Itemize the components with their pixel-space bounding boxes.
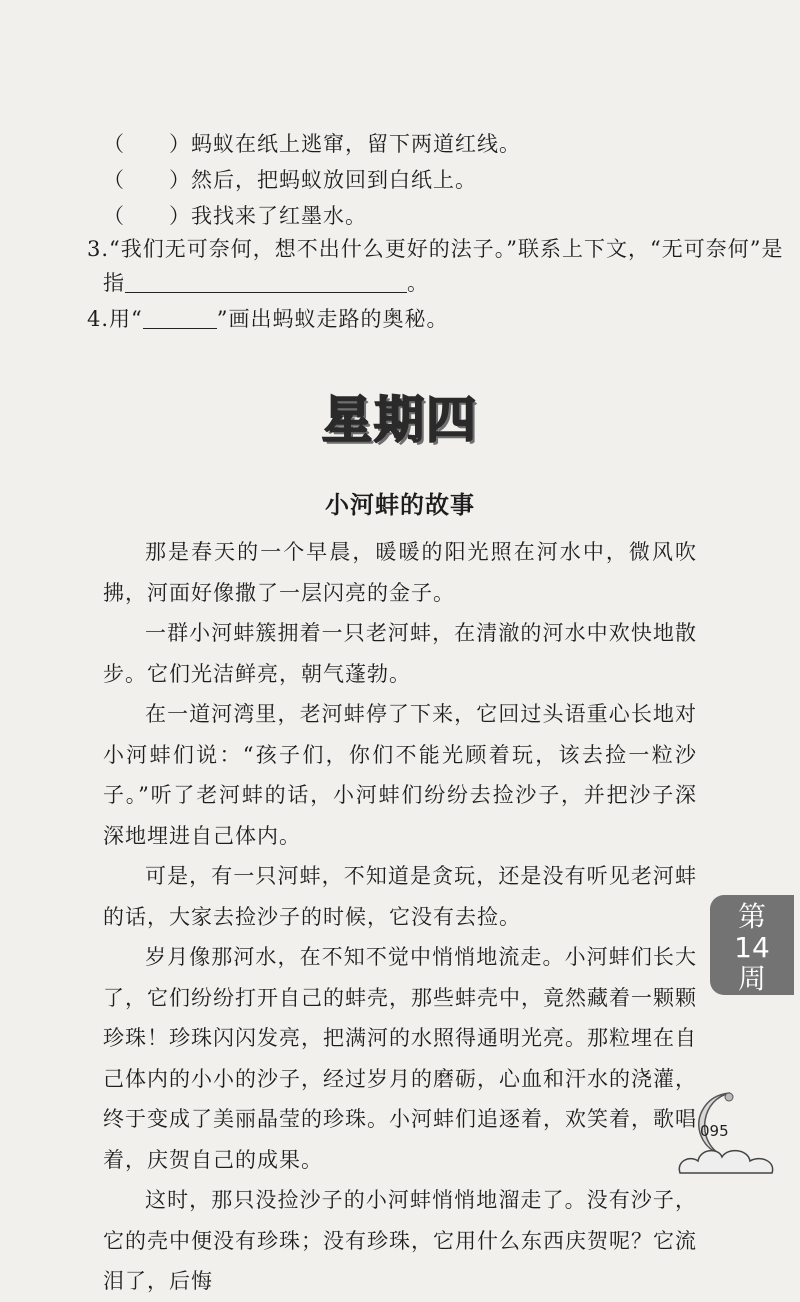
story-paragraph: 可是，有一只河蚌，不知道是贪玩，还是没有听见老河蚌的话，大家去捡沙子的时候，它没有去捡。 bbox=[103, 864, 697, 929]
story-paragraph: 在一道河湾里，老河蚌停了下来，它回过头语重心长地对小河蚌们说：“孩子们，你们不能光顾着玩，该去捡一粒沙子。”听了老河蚌的话，小河蚌们纷纷去捡沙子，并把沙子深深地埋进自己体内。 bbox=[103, 702, 697, 848]
story-paragraph: 这时，那只没捡沙子的小河蚌悄悄地溜走了。没有沙子，它的壳中便没有珍珠；没有珍珠，它用什么东西庆贺呢？它流泪了，后悔 bbox=[103, 1188, 697, 1293]
question-3-prefix: 指 bbox=[103, 271, 125, 295]
question-4-suffix: ”画出蚂蚁走路的奥秘。 bbox=[216, 307, 449, 331]
moon-cloud-icon bbox=[672, 1085, 792, 1185]
exercise-item-c: （ ）我找来了红墨水。 bbox=[103, 204, 367, 228]
question-3-suffix: 。 bbox=[407, 271, 429, 295]
day-heading: 星期四 bbox=[322, 391, 478, 449]
week-tab-suffix: 周 bbox=[737, 962, 766, 995]
week-tab-number: 14 bbox=[734, 931, 770, 964]
story-paragraph: 岁月像那河水，在不知不觉中悄悄地流走。小河蚌们长大了，它们纷纷打开自己的蚌壳，那些蚌壳中，竟然藏着一颗颗珍珠！珍珠闪闪发亮，把满河的水照得通明光亮。那粒埋在自己体内的小小的沙子，经过岁月的磨砺，心血和汗水的浇灌，终于变成了美丽晶莹的珍珠。小河蚌们追逐着，欢笑着，歌唱着，庆贺自己的成果。 bbox=[103, 945, 697, 1172]
story-title: 小河蚌的故事 bbox=[325, 491, 475, 519]
exercise-item-a: （ ）蚂蚁在纸上逃窜，留下两道红线。 bbox=[103, 132, 521, 156]
story-paragraph: 那是春天的一个早晨，暖暖的阳光照在河水中，微风吹拂，河面好像撒了一层闪亮的金子。 bbox=[103, 540, 697, 605]
week-tab-prefix: 第 bbox=[737, 900, 766, 933]
exercise-item-b: （ ）然后，把蚂蚁放回到白纸上。 bbox=[103, 168, 477, 192]
question-3-text: 3.“我们无可奈何，想不出什么更好的法子。”联系上下文，“无可奈何”是 bbox=[87, 237, 784, 261]
question-3-answer-line bbox=[103, 267, 429, 297]
story-paragraph: 一群小河蚌簇拥着一只老河蚌，在清澈的河水中欢快地散步。它们光洁鲜亮，朝气蓬勃。 bbox=[103, 621, 697, 686]
question-4 bbox=[87, 303, 449, 333]
question-4-prefix: 4.用“ bbox=[87, 307, 143, 331]
page-number: 095 bbox=[700, 1122, 729, 1140]
week-tab bbox=[710, 895, 794, 995]
underline-sample bbox=[143, 308, 217, 329]
story-body bbox=[103, 532, 697, 1302]
answer-blank[interactable] bbox=[125, 272, 407, 293]
